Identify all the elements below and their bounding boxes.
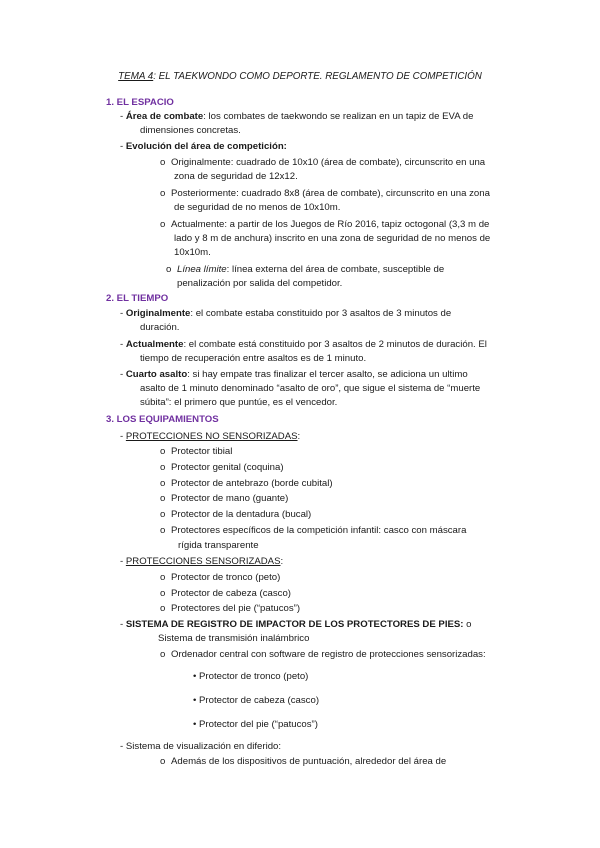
evolucion-actualmente-cont2: 10x10m. (174, 247, 211, 258)
tiempo-actualmente-cont: tiempo de recuperación entre asaltos es de 1 minuto. (140, 353, 367, 364)
visualizacion-item: o Además de los dispositivos de puntuación, alrededor del área de (160, 756, 447, 767)
circle-bullet-icon: o (160, 219, 166, 230)
list-item: • Protector del pie (“patucos”) (193, 719, 318, 730)
evolucion-posteriormente: o Posteriormente: cuadrado 8x8 (área de combate), circunscrito en una zona (160, 188, 490, 199)
tiempo-actualmente: - Actualmente: el combate está constituido por 3 asaltos de 2 minutos de duración. El (120, 339, 487, 350)
list-item: • Protector de tronco (peto) (193, 671, 309, 682)
circle-bullet-icon: o (166, 264, 172, 275)
circle-bullet-icon: o (160, 446, 166, 457)
linea-limite: o Línea límite: línea externa del área de combate, susceptible de (166, 264, 445, 275)
list-item: o Protector de antebrazo (borde cubital) (160, 478, 333, 489)
sensorizadas-heading: - PROTECCIONES SENSORIZADAS: (120, 556, 284, 567)
cuarto-asalto-cont: asalto de 1 minuto denominado “asalto de oro”, que sigue el sistema de “muerte (140, 383, 481, 394)
evolucion-posteriormente-cont: de seguridad de no menos de 10x10m. (174, 202, 341, 213)
dot-bullet-icon: • (193, 695, 197, 706)
list-item: • Protector de cabeza (casco) (193, 695, 320, 706)
area-combate-cont: dimensiones concretas. (140, 125, 241, 136)
evolucion-originalmente-cont: zona de seguridad de 12x12. (174, 171, 298, 182)
circle-bullet-icon: o (160, 588, 166, 599)
section-heading-equipamientos: 3. LOS EQUIPAMIENTOS (106, 414, 219, 425)
registro-cont: Sistema de transmisión inalámbrico (158, 633, 310, 644)
list-item: o Protector de mano (guante) (160, 493, 289, 504)
list-item: o Protector de cabeza (casco) (160, 588, 291, 599)
circle-bullet-icon: o (160, 525, 166, 536)
circle-bullet-icon: o (160, 649, 166, 660)
circle-bullet-icon: o (160, 478, 166, 489)
evolucion-originalmente: o Originalmente: cuadrado de 10x10 (área de combate), circunscrito en una (160, 157, 486, 168)
dot-bullet-icon: • (193, 671, 197, 682)
dot-bullet-icon: • (193, 719, 197, 730)
list-item: o Protectores específicos de la competición infantil: casco con máscara (160, 525, 467, 536)
evolucion-actualmente: o Actualmente: a partir de los Juegos de Río 2016, tapiz octogonal (3,3 m de (160, 219, 490, 230)
tiempo-originalmente-cont: duración. (140, 322, 180, 333)
circle-bullet-icon: o (160, 462, 166, 473)
circle-bullet-icon: o (160, 509, 166, 520)
list-item: o Protector genital (coquina) (160, 462, 284, 473)
evolucion-line: - Evolución del área de competición: (120, 141, 287, 152)
document-title (0, 71, 600, 82)
cuarto-asalto: - Cuarto asalto: si hay empate tras finalizar el tercer asalto, se adiciona un ultimo (120, 369, 468, 380)
section-heading-tiempo: 2. EL TIEMPO (106, 293, 169, 304)
list-item: o Protector de tronco (peto) (160, 572, 281, 583)
circle-bullet-icon: o (160, 157, 166, 168)
visualizacion-heading: - Sistema de visualización en diferido: (120, 741, 282, 752)
circle-bullet-icon: o (160, 756, 166, 767)
ordenador-central: o Ordenador central con software de registro de protecciones sensorizadas: (160, 649, 486, 660)
list-item: o Protector de la dentadura (bucal) (160, 509, 312, 520)
title-prefix: TEMA 4 (118, 71, 154, 82)
evolucion-actualmente-cont: lado y 8 m de anchura) inscrito en una zona de seguridad de no menos de (174, 233, 491, 244)
list-item: o Protectores del pie (“patucos”) (160, 603, 301, 614)
list-item-cont: rígida transparente (178, 540, 259, 551)
area-combate-line: - Área de combate: los combates de taekwondo se realizan en un tapiz de EVA de (120, 111, 474, 122)
registro-heading: - SISTEMA DE REGISTRO DE IMPACTOR DE LOS PROTECTORES DE PIES: o (120, 619, 472, 630)
circle-bullet-icon: o (160, 188, 166, 199)
no-sensorizadas-heading: - PROTECCIONES NO SENSORIZADAS: (120, 431, 301, 442)
title-rest: : EL TAEKWONDO COMO DEPORTE. REGLAMENTO DE COMPETICIÓN (153, 71, 482, 82)
section-heading-espacio: 1. EL ESPACIO (106, 97, 174, 108)
list-item: o Protector tibial (160, 446, 233, 457)
cuarto-asalto-cont2: súbita”: el primero que puntúe, es el vencedor. (140, 397, 338, 408)
linea-limite-cont: penalización por salida del competidor. (177, 278, 343, 289)
circle-bullet-icon: o (160, 572, 166, 583)
circle-bullet-icon: o (160, 493, 166, 504)
tiempo-originalmente: - Originalmente: el combate estaba constituido por 3 asaltos de 3 minutos de (120, 308, 452, 319)
circle-bullet-icon: o (160, 603, 166, 614)
